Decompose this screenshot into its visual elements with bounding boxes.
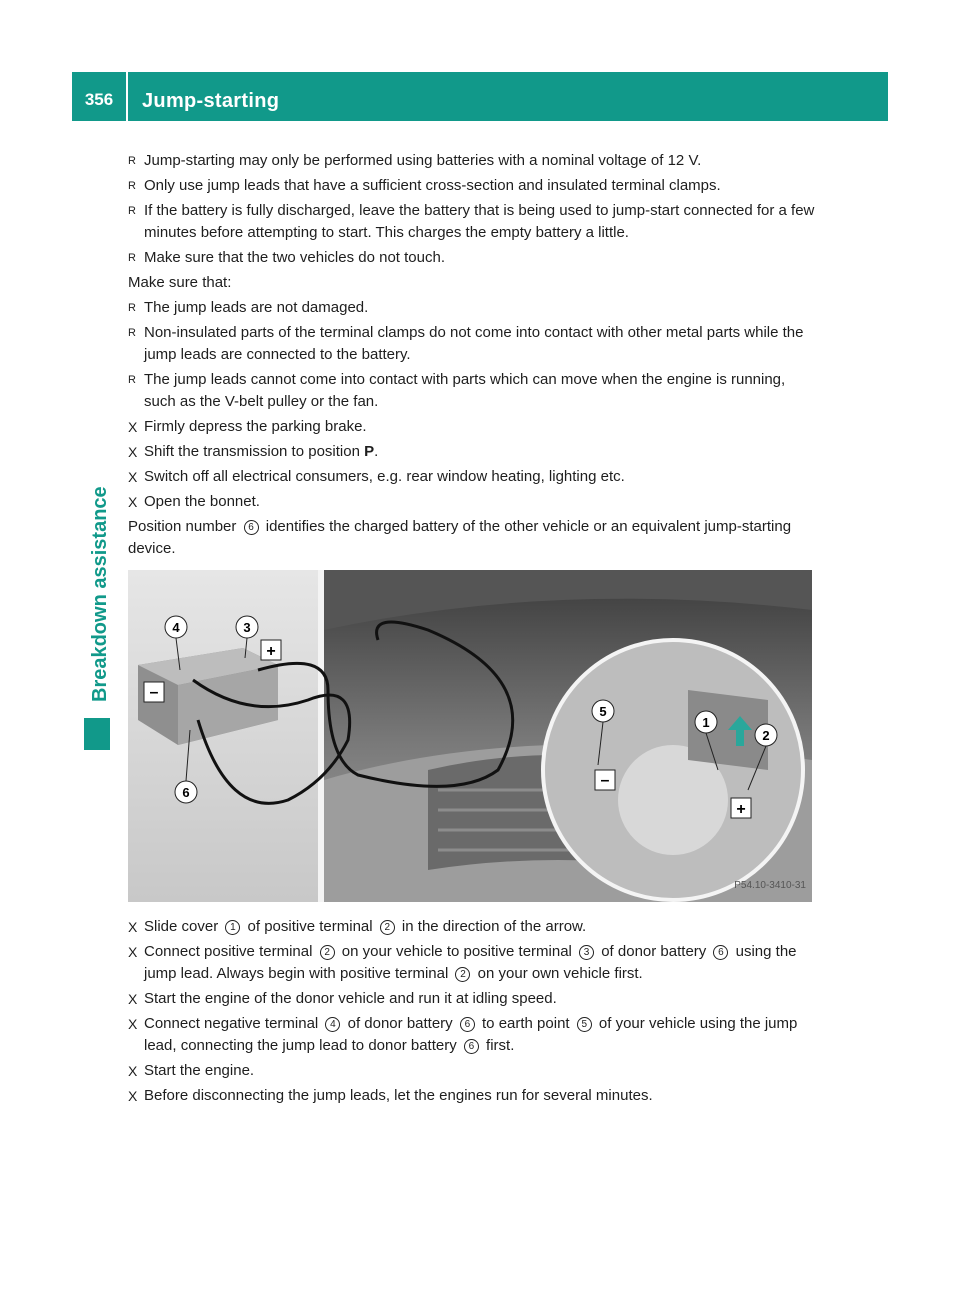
step-arrow-icon: X: [128, 944, 138, 960]
callout-ref: 5: [577, 1017, 592, 1032]
bullet-icon: R: [128, 155, 136, 167]
step-item: X Firmly depress the parking brake.: [128, 416, 816, 438]
list-item: R Jump-starting may only be performed using batteries with a nominal voltage of 12 V.: [128, 150, 816, 172]
main-content: [128, 150, 816, 1110]
callout-ref: 6: [460, 1017, 475, 1032]
callout-4: 4: [172, 620, 180, 635]
list-item: R The jump leads cannot come into contact with parts which can move when the engine is running, such as the V-belt pulley or the fan.: [128, 371, 786, 410]
callout-ref: 2: [320, 945, 335, 960]
page-title: Jump-starting: [142, 90, 280, 112]
callout-ref: 4: [325, 1017, 340, 1032]
bullet-icon: R: [128, 302, 136, 314]
page-number: 356: [84, 90, 114, 109]
minus-sign: –: [600, 772, 610, 789]
step-item: X Open the bonnet.: [128, 491, 816, 513]
callout-ref: 6: [464, 1039, 479, 1054]
plus-sign: +: [266, 643, 276, 660]
side-tab-marker: [84, 718, 110, 750]
step-arrow-icon: X: [128, 991, 138, 1007]
callout-2: 2: [762, 728, 770, 743]
list-item: R Make sure that the two vehicles do not touch.: [128, 247, 816, 269]
jump-start-illustration: [128, 570, 812, 902]
step-item: X Connect positive terminal 2 on your vehicle to positive terminal 3 of donor battery 6 using the jump lead. Always begin with positive terminal 2 on your own vehicle first.: [128, 943, 797, 982]
position-note: Position number 6 identifies the charged battery of the other vehicle or an equivalent jump-starting device.: [128, 518, 792, 557]
step-arrow-icon: X: [128, 1063, 138, 1079]
list-item: R Only use jump leads that have a sufficient cross-section and insulated terminal clamps.: [128, 175, 816, 197]
step-arrow-icon: X: [128, 494, 138, 510]
step-item: X Connect negative terminal 4 of donor battery 6 to earth point 5 of your vehicle using the jump lead, connecting the jump lead to donor battery 6 first.: [128, 1015, 798, 1054]
figure-code: P54.10-3410-31: [734, 880, 806, 891]
step-arrow-icon: X: [128, 469, 138, 485]
bullet-icon: R: [128, 252, 136, 264]
step-item: X Slide cover 1 of positive terminal 2 in the direction of the arrow.: [128, 916, 816, 938]
callout-ref: 2: [380, 920, 395, 935]
step-arrow-icon: X: [128, 919, 138, 935]
callout-1: 1: [702, 715, 710, 730]
step-item: X Shift the transmission to position P.: [128, 441, 816, 463]
bullet-icon: R: [128, 374, 136, 386]
minus-sign: –: [149, 684, 159, 701]
step-item: X Before disconnecting the jump leads, let the engines run for several minutes.: [128, 1085, 816, 1107]
illustration-svg: [128, 570, 812, 902]
list-item: R If the battery is fully discharged, leave the battery that is being used to jump-start connected for a few minutes before attempting to start. This charges the empty battery a little.: [128, 202, 815, 241]
callout-3: 3: [243, 620, 251, 635]
step-arrow-icon: X: [128, 419, 138, 435]
header-divider: [126, 72, 128, 121]
section-side-tab: Breakdown assistance: [89, 486, 111, 702]
callout-ref: 3: [579, 945, 594, 960]
panel-divider: [318, 570, 324, 902]
callout-ref: 6: [713, 945, 728, 960]
step-item: X Start the engine.: [128, 1060, 816, 1082]
make-sure-label: Make sure that:: [128, 274, 232, 291]
battery-panel: [128, 570, 318, 902]
bullet-icon: R: [128, 205, 136, 217]
step-arrow-icon: X: [128, 444, 138, 460]
bullet-icon: R: [128, 327, 136, 339]
step-arrow-icon: X: [128, 1088, 138, 1104]
bullet-icon: R: [128, 180, 136, 192]
list-item: R Non-insulated parts of the terminal clamps do not come into contact with other metal parts while the jump leads are connected to the battery.: [128, 324, 804, 363]
step-item: X Switch off all electrical consumers, e.g. rear window heating, lighting etc.: [128, 466, 816, 488]
callout-ref: 1: [225, 920, 240, 935]
callout-5: 5: [599, 704, 607, 719]
callout-ref: 2: [455, 967, 470, 982]
step-arrow-icon: X: [128, 1016, 138, 1032]
step-item: X Start the engine of the donor vehicle and run it at idling speed.: [128, 988, 816, 1010]
list-item: R The jump leads are not damaged.: [128, 297, 816, 319]
callout-ref: 6: [244, 520, 259, 535]
plus-sign: +: [736, 801, 746, 818]
callout-6: 6: [182, 785, 190, 800]
